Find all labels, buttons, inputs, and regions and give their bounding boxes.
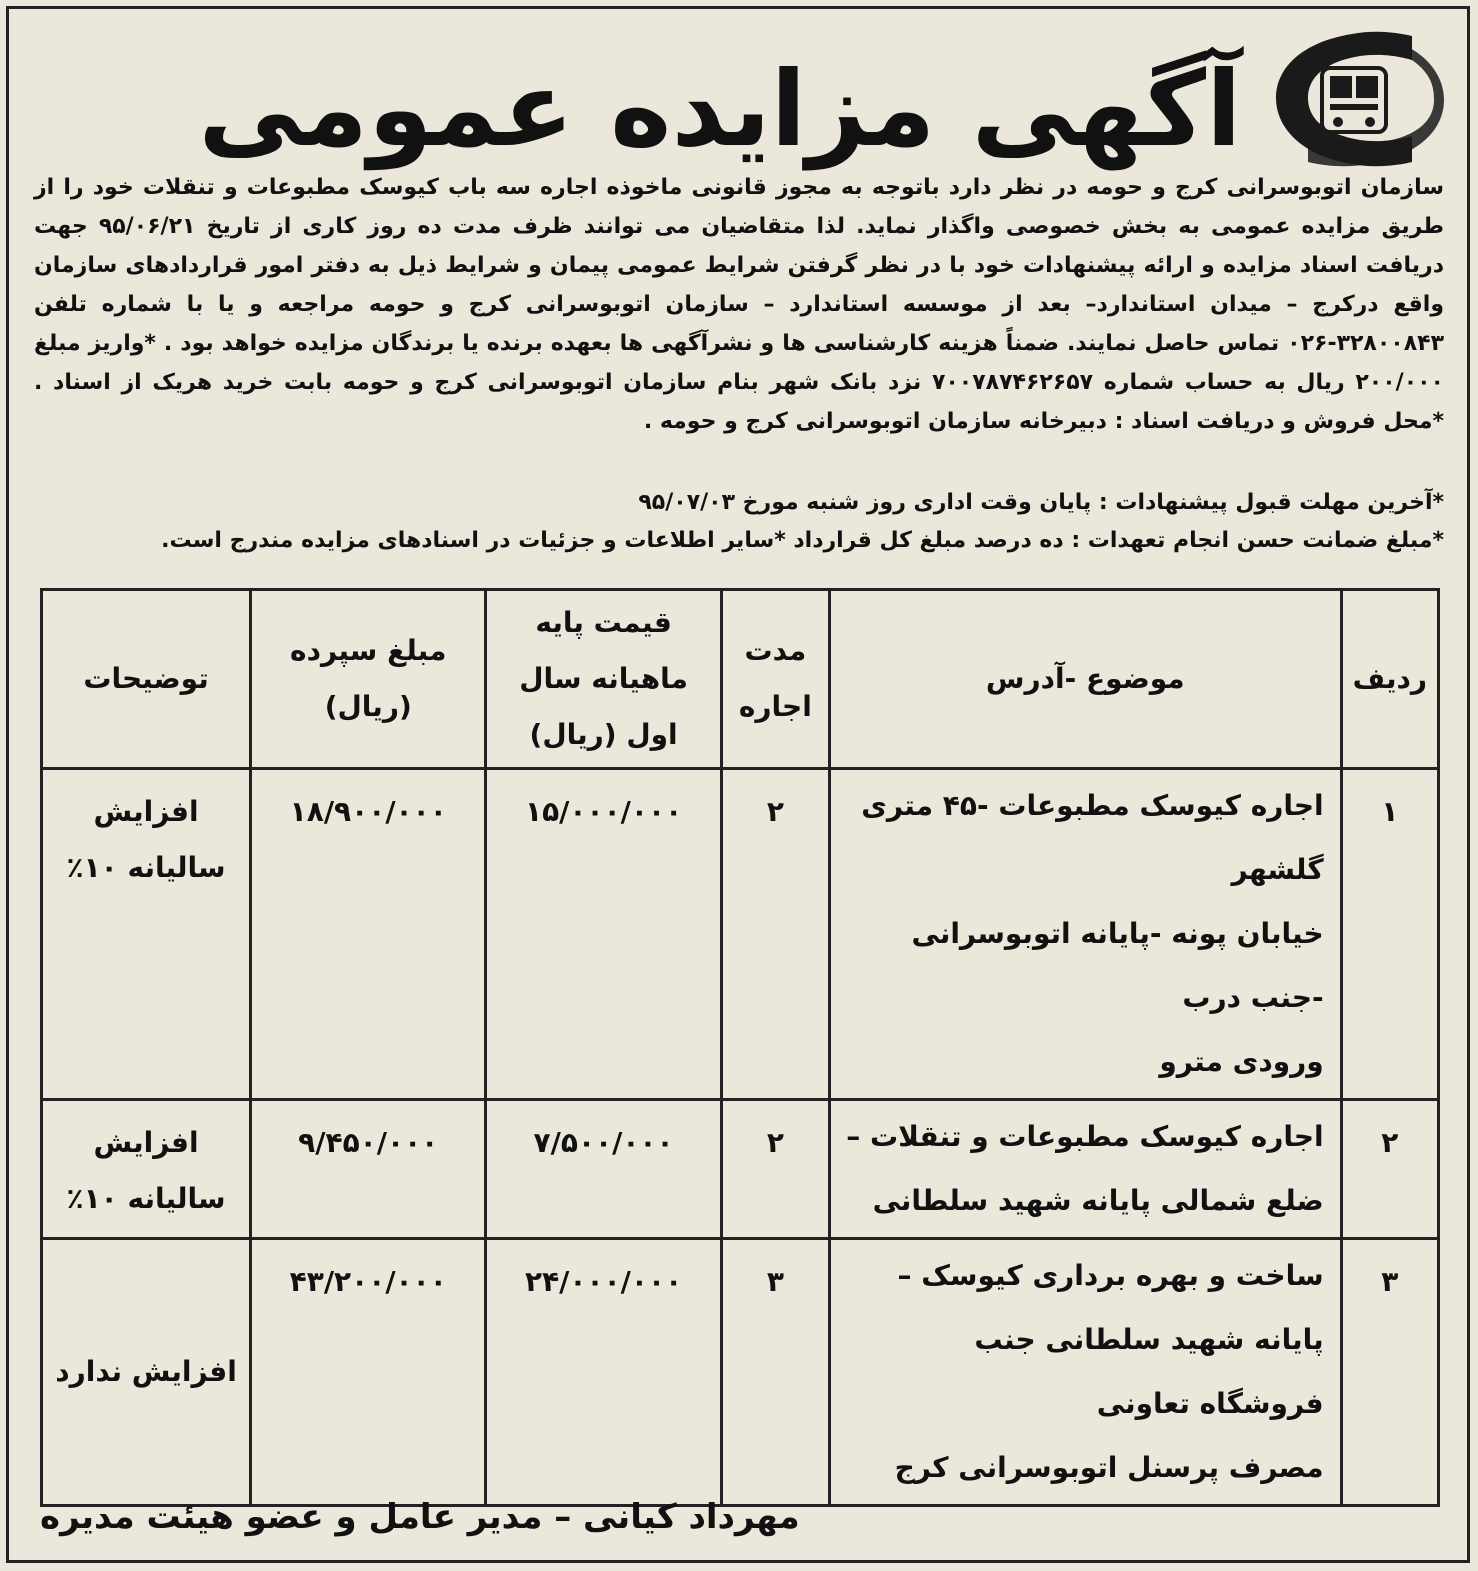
notice-notes (34, 484, 1444, 560)
subject-line: اجاره کیوسک مطبوعات -۴۵ متری گلشهر (861, 789, 1324, 886)
subject-line: پایانه شهید سلطانی جنب فروشگاه تعاونی (974, 1323, 1324, 1420)
subject-line: ضلع شمالی پایانه شهید سلطانی (872, 1184, 1324, 1217)
table-row (42, 769, 1439, 1100)
header-row-number: ردیف (1341, 590, 1438, 769)
notice-title: آگهی مزایده عمومی (198, 48, 1242, 170)
description-line: افزایش ندارد (55, 1355, 237, 1388)
subject-line: خیابان پونه -پایانه اتوبوسرانی -جنب درب (911, 917, 1324, 1014)
notice-body (34, 168, 1444, 441)
deadline-note: *آخرین مهلت قبول پیشنهادات : پایان وقت اداری روز شنبه مورخ ۹۵/۰۷/۰۳ (638, 490, 1444, 515)
row-deposit: ۱۸/۹۰۰/۰۰۰ (251, 769, 486, 1100)
row-base-price: ۲۴/۰۰۰/۰۰۰ (486, 1239, 721, 1506)
header-base-price (486, 590, 721, 769)
row-description (42, 1100, 251, 1239)
description-line: سالیانه ۱۰٪ (66, 851, 226, 884)
row-description (42, 1239, 251, 1506)
description-line: افزایش (93, 795, 199, 828)
subject-line: اجاره کیوسک مطبوعات و تنقلات – (846, 1120, 1324, 1153)
row-number: ۳ (1341, 1239, 1438, 1506)
row-subject (829, 1239, 1341, 1506)
row-duration: ۲ (721, 769, 829, 1100)
row-number: ۲ (1341, 1100, 1438, 1239)
bus-company-logo-icon (1262, 24, 1458, 174)
header-description: توضیحات (42, 590, 251, 769)
row-duration: ۲ (721, 1100, 829, 1239)
intro-paragraph: سازمان اتوبوسرانی کرج و حومه در نظر دارد باتوجه به مجوز قانونی ماخوذه اجاره سه باب کیوسک مطبوعات و تنقلات خود را از طریق مزایده عمومی به بخش خصوصی واگذار نماید. لذا متقاضیان می توانند ظرف مدت ده روز کاری از تاریخ ۹۵/۰۶/۲۱ جهت دریافت اسناد مزایده و ارائه پیشنهادات خود با در نظر گرفتن شرایط عمومی پیمان و شرایط ذیل به دفتر امور قراردادهای سازمان واقع درکرج – میدان استاندارد– بعد از موسسه استاندارد – سازمان اتوبوسرانی کرج و حومه مراجعه و یا با شماره تلفن ۳۲۸۰۰۸۴۳-۰۲۶ تماس حاصل نمایند. ضمناً هزینه کارشناسی ها و نشرآگهی ها بعهده برنده یا برندگان مزایده خواهد بود . *واریز مبلغ ۲۰۰/۰۰۰ ریال به حساب شماره ۷۰۰۷۸۷۴۶۲۶۵۷ نزد بانک شهر بنام سازمان اتوبوسرانی کرج و حومه بابت خرید هریک از اسناد . *محل فروش و دریافت اسناد : دبیرخانه سازمان اتوبوسرانی کرج و حومه . (34, 175, 1445, 434)
description-line: افزایش (93, 1126, 199, 1159)
row-deposit: ۹/۴۵۰/۰۰۰ (251, 1100, 486, 1239)
signature: مهرداد کیانی – مدیر عامل و عضو هیئت مدیره (40, 1497, 800, 1537)
header-duration-line: مدت (744, 634, 807, 667)
header-duration (721, 590, 829, 769)
header-duration-line: اجاره (738, 690, 812, 723)
row-duration: ۳ (721, 1239, 829, 1506)
description-line: سالیانه ۱۰٪ (66, 1182, 226, 1215)
header-deposit-line: (ریال) (324, 690, 412, 723)
subject-line: مصرف پرسنل اتوبوسرانی کرج (894, 1451, 1324, 1484)
row-base-price: ۷/۵۰۰/۰۰۰ (486, 1100, 721, 1239)
guarantee-note: *مبلغ ضمانت حسن انجام تعهدات : ده درصد مبلغ کل قرارداد *سایر اطلاعات و جزئیات در اسنادهای مزایده مندرج است. (161, 528, 1444, 553)
header-base-price-line: قیمت پایه (535, 606, 672, 639)
header-base-price-line: ماهیانه سال (519, 662, 688, 695)
table-row (42, 1100, 1439, 1239)
header-deposit (251, 590, 486, 769)
header-subject: موضوع -آدرس (829, 590, 1341, 769)
row-number: ۱ (1341, 769, 1438, 1100)
row-subject (829, 1100, 1341, 1239)
table-header-row (42, 590, 1439, 769)
header-base-price-line: اول (ریال) (529, 718, 678, 751)
row-subject (829, 769, 1341, 1100)
row-deposit: ۴۳/۲۰۰/۰۰۰ (251, 1239, 486, 1506)
row-description (42, 769, 251, 1100)
table-row (42, 1239, 1439, 1506)
auction-items-table (40, 588, 1440, 1507)
header-deposit-line: مبلغ سپرده (290, 634, 447, 667)
row-base-price: ۱۵/۰۰۰/۰۰۰ (486, 769, 721, 1100)
subject-line: ورودی مترو (1159, 1045, 1324, 1078)
subject-line: ساخت و بهره برداری کیوسک – (897, 1259, 1324, 1292)
